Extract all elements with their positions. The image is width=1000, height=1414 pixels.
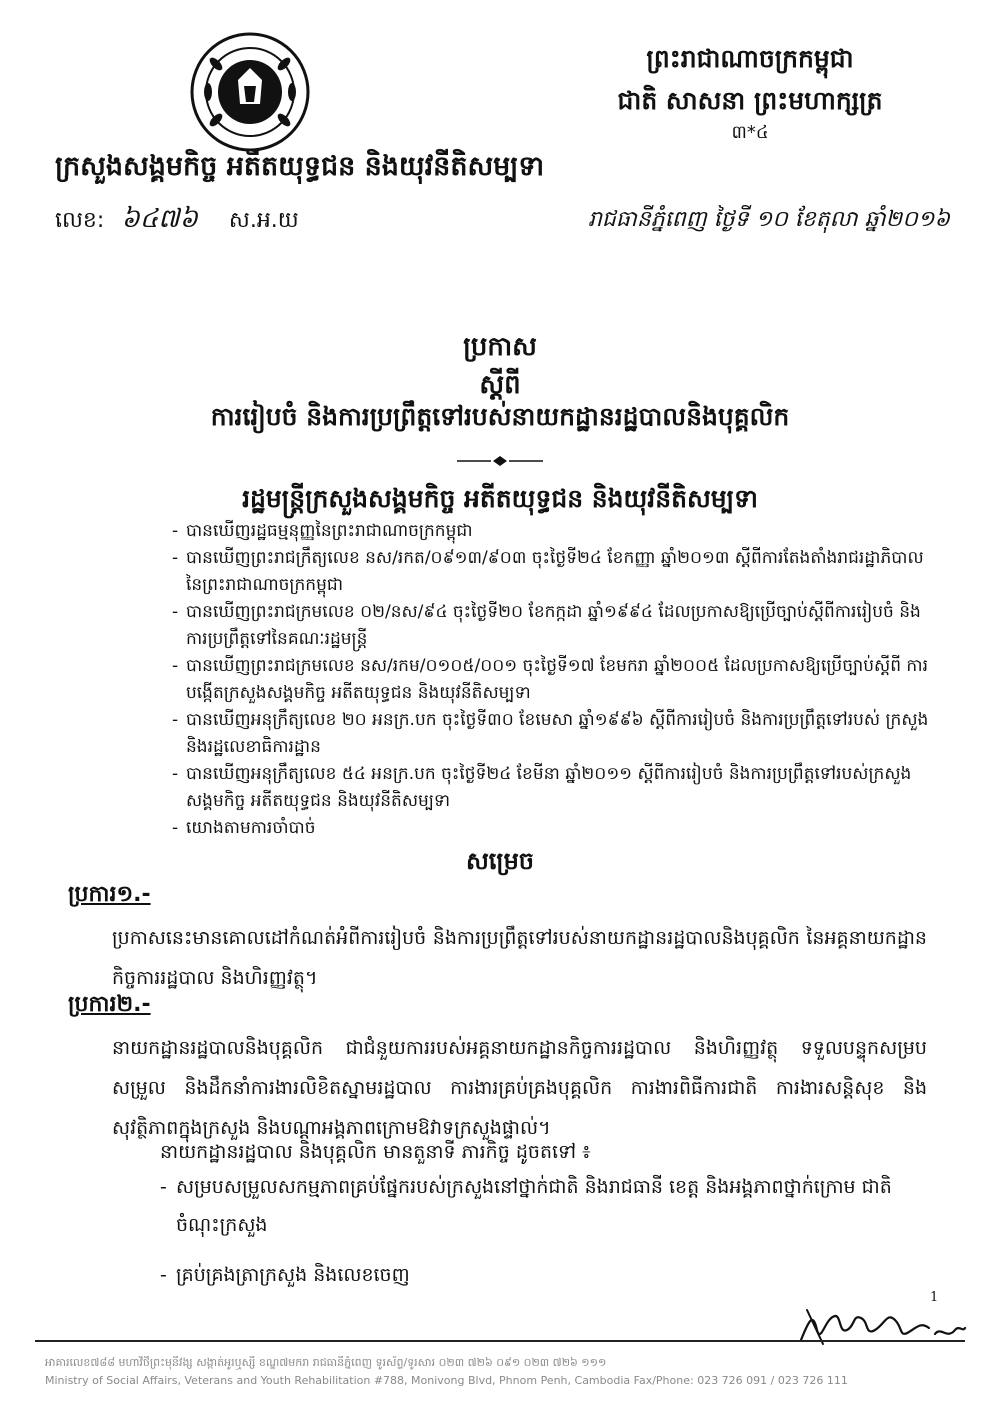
reference-label: លេខ: <box>55 208 105 233</box>
document-type-title: ប្រកាស <box>463 332 537 362</box>
footer-address-english: Ministry of Social Affairs, Veterans and Youth Rehabilitation #788, Monivong Blvd, Phnom Penh, Cambodia Fax/Phone: 023 726 091 / 023 726 111 <box>45 1374 848 1387</box>
motto-divider-mark: ៣*៤ <box>731 122 769 143</box>
title-ornament <box>455 454 545 468</box>
reference-item: - បានឃើញរដ្ឋធម្មនុញ្ញនៃព្រះរាជាណាចក្រកម្ពុជា <box>172 518 932 545</box>
footer-address-khmer: អាគារលេខ៧៨៨ មហាវិថីព្រះមុនីវង្ស សង្កាត់អូរឬស្សី ខណ្ឌ៧មករា រាជធានីភ្នំពេញ ទូរស័ព្ទ/ទូរសារ ០២៣ ៧២៦ ០៩១ ០២៣ ៧២៦ ១១១ <box>45 1356 607 1369</box>
footer-divider <box>35 1340 965 1342</box>
initials-signature <box>795 1300 970 1350</box>
reference-item: - បានឃើញព្រះរាជក្រឹត្យលេខ នស/រកត/០៩១៣/៩០៣ ចុះថ្ងៃទី២៤ ខែកញ្ញា ឆ្នាំ២០១៣ ស្តីពីការតែងតាំងរាជរដ្ឋាភិបាល នៃព្រះរាជាណាចក្រកម្ពុជា <box>172 545 932 599</box>
reference-item: - បានឃើញអនុក្រឹត្យលេខ ២០ អនក្រ.បក ចុះថ្ងៃទី៣០ ខែមេសា ឆ្នាំ១៩៩៦ ស្តីពីការរៀបចំ និងការប្រព្រឹត្តទៅរបស់ ក្រសួង និងរដ្ឋលេខាធិការដ្ឋាន <box>172 707 932 761</box>
reference-suffix: ស.អ.យ <box>228 208 299 233</box>
duty-item: - គ្រប់គ្រងត្រាក្រសួង និងលេខចេញ <box>160 1256 930 1294</box>
document-subject: ការរៀបចំ និងការប្រព្រឹត្តទៅរបស់នាយកដ្ឋានរដ្ឋបាលនិងបុគ្គលិក <box>210 402 790 431</box>
article-2-duties-list <box>160 1168 930 1294</box>
reference-item: - បានឃើញអនុក្រឹត្យលេខ ៥៤ អនក្រ.បក ចុះថ្ងៃទី២៤ ខែមីនា ឆ្នាំ២០១១ ស្តីពីការរៀបចំ និងការប្រព្រឹត្តទៅរបស់ក្រសួង សង្គមកិច្ច អតីតយុទ្ធជន និងយុវនីតិសម្បទា <box>172 761 932 815</box>
decision-heading: សម្រេច <box>465 847 535 875</box>
legal-references <box>172 518 932 842</box>
article-1-heading: ប្រការ១.- <box>68 882 151 907</box>
reference-line <box>55 202 299 240</box>
title-regarding: ស្តីពី <box>479 370 521 400</box>
reference-number: ៦៤៧៦ <box>121 204 198 234</box>
article-2-heading: ប្រការ២.- <box>68 992 151 1017</box>
reference-item: - បានឃើញព្រះរាជក្រមលេខ នស/រកម/០១០៥/០០១ ចុះថ្ងៃទី១៧ ខែមករា ឆ្នាំ២០០៥ ដែលប្រកាសឱ្យប្រើច្បាប់ស្តីពី ការបង្កើតក្រសួងសង្គមកិច្ច អតីតយុទ្ធជន និងយុវនីតិសម្បទា <box>172 653 932 707</box>
page-number: 1 <box>930 1290 939 1305</box>
document-date: រាជធានីភ្នំពេញ ថ្ងៃទី ១០ ខែតុលា ឆ្នាំ២០១៦ <box>587 207 950 232</box>
reference-item: - បានឃើញព្រះរាជក្រមលេខ ០២/នស/៩៤ ចុះថ្ងៃទី២០ ខែកក្កដា ឆ្នាំ១៩៩៤ ដែលប្រកាសឱ្យប្រើច្បាប់ស្តីពីការរៀបចំ និងការប្រព្រឹត្តទៅនៃគណៈរដ្ឋមន្ត្រី <box>172 599 932 653</box>
duty-item: - សម្របសម្រួលសកម្មភាពគ្រប់ផ្នែករបស់ក្រសួងនៅថ្នាក់ជាតិ និងរាជធានី ខេត្ត និងអង្គភាពថ្នាក់ក្រោម ជាតិចំណុះក្រសួង <box>160 1168 930 1244</box>
article-1-text: ប្រកាសនេះមានគោលដៅកំណត់អំពីការរៀបចំ និងការប្រព្រឹត្តទៅរបស់នាយកដ្ឋានរដ្ឋបាលនិងបុគ្គលិក នៃអគ្គនាយកដ្ឋានកិច្ចការរដ្ឋបាល និងហិរញ្ញវត្ថុ។ <box>112 927 927 989</box>
national-motto: ជាតិ សាសនា ព្រះមហាក្សត្រ <box>617 86 883 115</box>
reference-item: - យោងតាមការចាំបាច់ <box>172 815 932 842</box>
kingdom-title: ព្រះរាជាណាចក្រកម្ពុជា <box>646 44 854 73</box>
issuer-title: រដ្ឋមន្ត្រីក្រសួងសង្គមកិច្ច អតីតយុទ្ធជន និងយុវនីតិសម្បទា <box>242 484 758 513</box>
ministry-name: ក្រសួងសង្គមកិច្ច អតីតយុទ្ធជន និងយុវនីតិសម្បទា <box>55 151 545 182</box>
ministry-seal-logo <box>188 30 312 154</box>
article-2-duties-intro: នាយកដ្ឋានរដ្ឋបាល និងបុគ្គលិក មានតួនាទី ភារកិច្ច ដូចតទៅ ៖ <box>160 1141 591 1163</box>
article-2-text: នាយកដ្ឋានរដ្ឋបាលនិងបុគ្គលិក ជាជំនួយការរបស់អគ្គនាយកដ្ឋានកិច្ចការរដ្ឋបាល និងហិរញ្ញវត្ថុ ទទួលបន្ទុកសម្របសម្រួល និងដឹកនាំការងារលិខិតស្នាមរដ្ឋបាល ការងារគ្រប់គ្រងបុគ្គលិក ការងារពិធីការជាតិ ការងារសន្តិសុខ និងសុវត្ថិភាពក្នុងក្រសួង និងបណ្តាអង្គភាពក្រោមឱវាទក្រសួងផ្ទាល់។ <box>112 1037 927 1139</box>
